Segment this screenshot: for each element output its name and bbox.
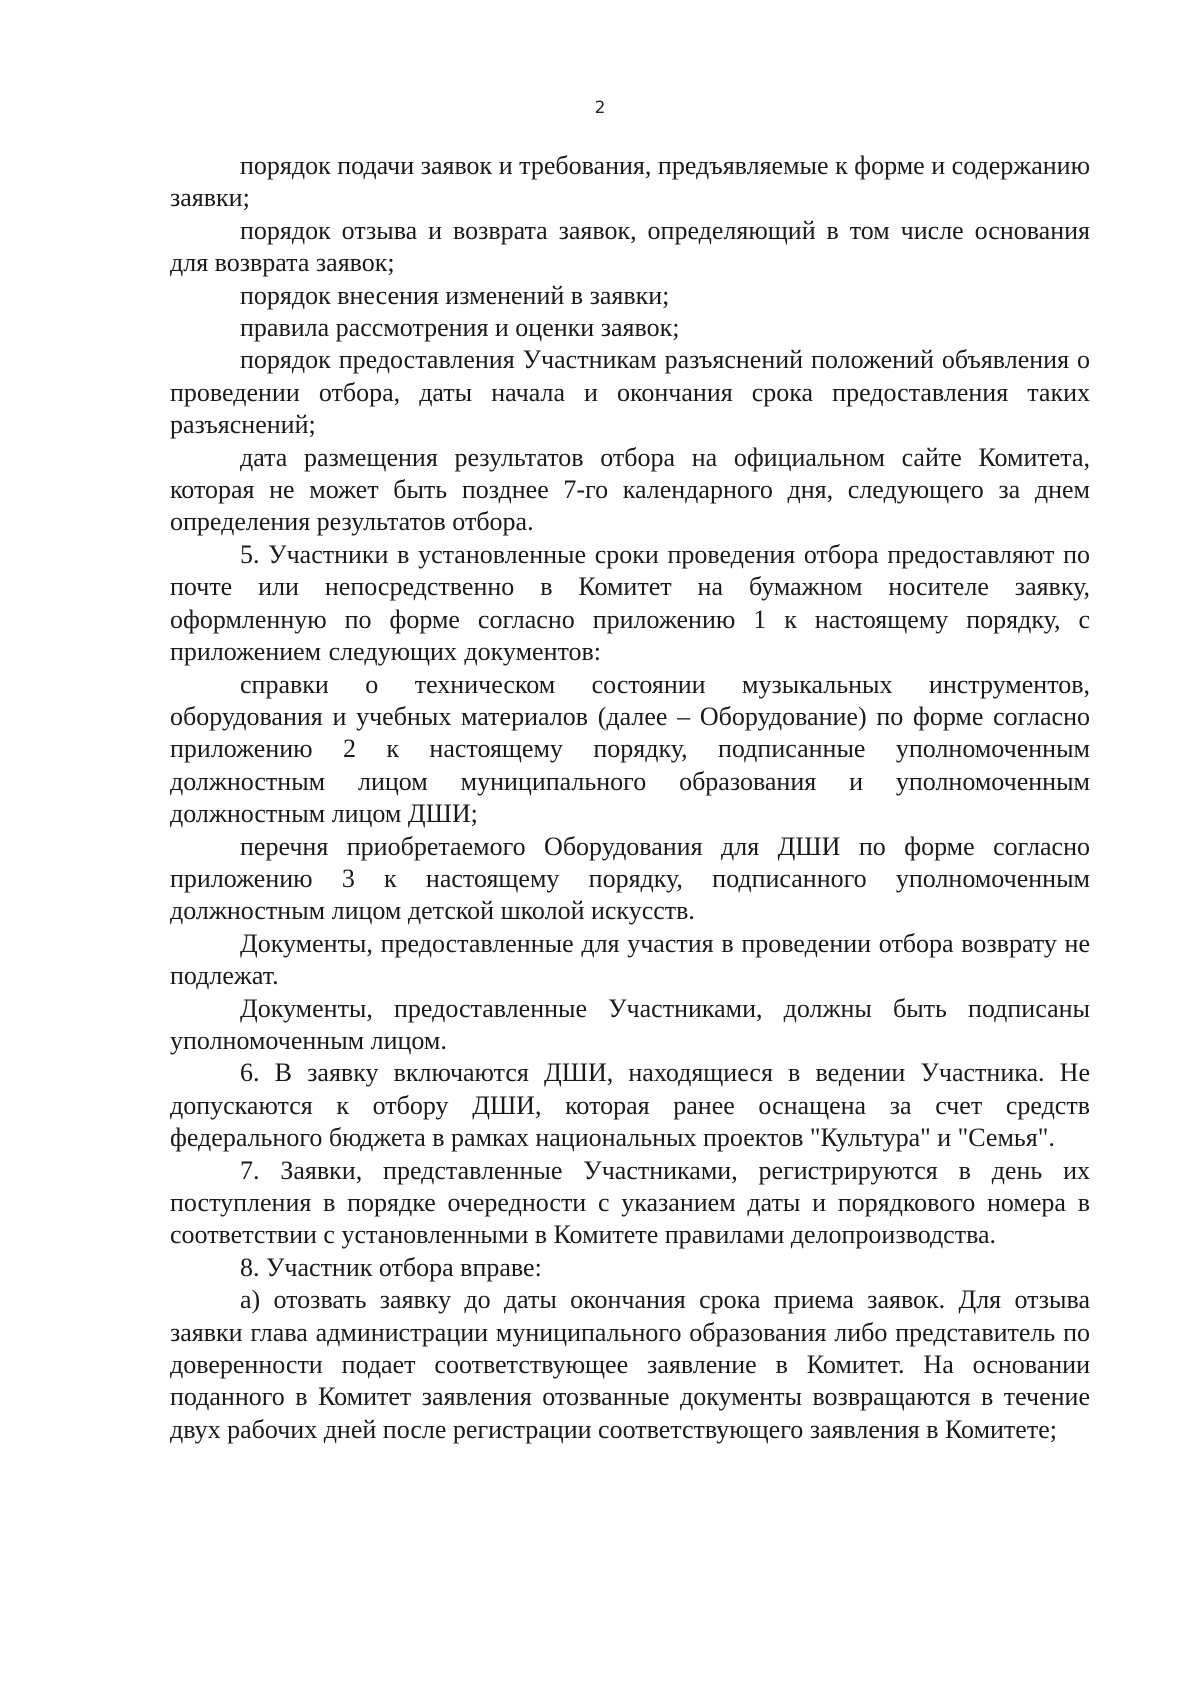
paragraph-clarification-procedure: порядок предоставления Участникам разъяснений положений объявления о проведении отбора, даты начала и окончания срока предоставления таких разъяснений; — [170, 345, 1090, 440]
paragraph-item-7: 7. Заявки, представленные Участниками, регистрируются в день их поступления в порядке очередности с указанием даты и порядкового номера в соответствии с установленными в Комитете правилами делопроизводства. — [170, 1155, 1090, 1250]
paragraph-item-8a: а) отозвать заявку до даты окончания срока приема заявок. Для отзыва заявки глава администрации муниципального образования либо представитель по доверенности подает соответствующее заявление в Комитет. На основании поданного в Комитет заявления отозванные документы возвращаются в течение двух рабочих дней после регистрации соответствующего заявления в Комитете; — [170, 1285, 1090, 1444]
paragraph-documents-not-returned: Документы, предоставленные для участия в проведении отбора возврату не подлежат. — [170, 928, 1090, 991]
paragraph-withdrawal-procedure: порядок отзыва и возврата заявок, определяющий в том числе основания для возврата заявок; — [170, 215, 1090, 278]
paragraph-application-procedure: порядок подачи заявок и требования, предъявляемые к форме и содержанию заявки; — [170, 151, 1090, 213]
paragraph-results-date: дата размещения результатов отбора на официальном сайте Комитета, которая не может быть позднее 7-го календарного дня, следующего за днем определения результатов отбора. — [170, 442, 1090, 537]
page-number: 2 — [594, 98, 606, 118]
paragraph-amendment-procedure: порядок внесения изменений в заявки; — [240, 280, 670, 310]
document-body — [170, 150, 1090, 1446]
paragraph-technical-certificates: справки о техническом состоянии музыкальных инструментов, оборудования и учебных материалов (далее – Оборудование) по форме согласно приложению 2 к настоящему порядку, подписанные уполномоченным должностным лицом муниципального образования и уполномоченным должностным лицом ДШИ; — [170, 669, 1090, 829]
paragraph-documents-signed: Документы, предоставленные Участниками, должны быть подписаны уполномоченным лицом. — [170, 993, 1090, 1055]
paragraph-equipment-list: перечня приобретаемого Оборудования для ДШИ по форме согласно приложению 3 к настоящему порядку, подписанного уполномоченным должностным лицом детской школой искусств. — [170, 831, 1090, 926]
paragraph-review-rules: правила рассмотрения и оценки заявок; — [240, 313, 680, 343]
paragraph-item-8: 8. Участник отбора вправе: — [240, 1252, 542, 1282]
paragraph-item-5: 5. Участники в установленные сроки проведения отбора предоставляют по почте или непосредственно в Комитет на бумажном носителе заявку, оформленную по форме согласно приложению 1 к настоящему порядку, с приложением следующих документов: — [170, 539, 1090, 667]
paragraph-item-6: 6. В заявку включаются ДШИ, находящиеся в ведении Участника. Не допускаются к отбору ДШИ, которая ранее оснащена за счет средств федерального бюджета в рамках национальных проектов "Культура" и "Семья". — [170, 1058, 1090, 1153]
